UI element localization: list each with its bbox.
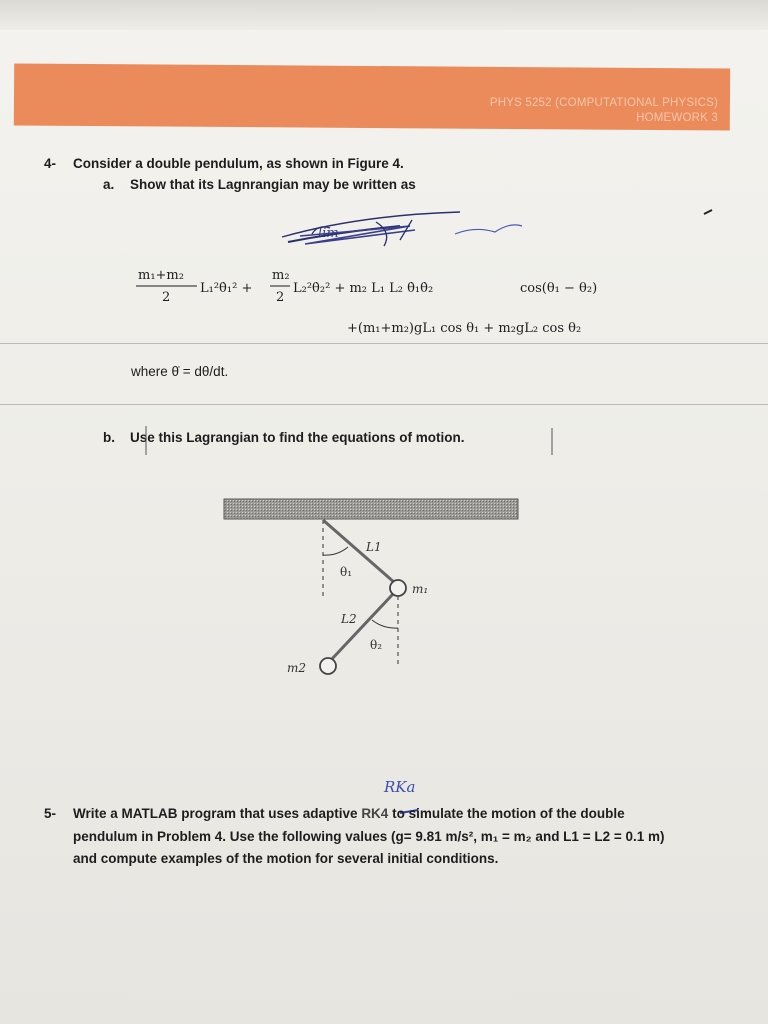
label-L1: L1	[366, 540, 382, 554]
term3-cos: cos(θ₁ − θ₂)	[520, 281, 598, 296]
mass-2	[320, 658, 336, 674]
mass-1	[390, 580, 406, 596]
problem4-statement: Consider a double pendulum, as shown in Figure 4.	[73, 156, 404, 171]
problem5-line1	[73, 806, 625, 821]
scribble-text: lim	[318, 226, 339, 241]
problem5-line3: and compute examples of the motion for several initial conditions.	[73, 851, 499, 866]
homework-number: HOMEWORK 3	[636, 112, 718, 124]
part-b-text: Use this Lagrangian to find the equations of motion.	[130, 430, 465, 445]
pendulum-ceiling	[224, 499, 518, 519]
term2-numerator: m₂	[272, 268, 290, 283]
problem5-struck-rk4: RK4	[361, 806, 389, 821]
label-theta2: θ₂	[370, 638, 383, 652]
part-a-label: a.	[103, 177, 115, 192]
equation-line2: +(m₁+m₂)gL₁ cos θ₁ + m₂gL₂ cos θ₂	[347, 321, 582, 336]
rod-1	[323, 520, 395, 583]
angle-arc-2	[372, 620, 398, 628]
term2-denominator: 2	[276, 290, 285, 305]
problem5-line1-pre: Write a MATLAB program that uses adaptive	[73, 806, 362, 821]
problem5-number: 5-	[44, 806, 57, 821]
course-title: PHYS 5252 (COMPUTATIONAL PHYSICS)	[489, 97, 718, 109]
term1-rest: L₁²θ̇₁² +	[200, 281, 253, 296]
part-b-label: b.	[103, 430, 115, 445]
term1-denominator: 2	[162, 290, 171, 305]
term1-numerator: m₁+m₂	[138, 268, 184, 283]
label-L2: L2	[341, 612, 357, 626]
problem5-line1-post: to simulate the motion of the double	[388, 806, 625, 821]
angle-arc-1	[323, 547, 348, 555]
rod-2	[331, 594, 393, 660]
handwritten-rka: RKa	[384, 778, 416, 796]
part-a-text: Show that its Lagnrangian may be written as	[130, 177, 416, 192]
label-m2: m2	[287, 661, 307, 675]
term2-rest: L₂²θ̇₂² + m₂ L₁ L₂ θ̇₁θ̇₂	[293, 281, 434, 296]
where-text: where θ̇ = dθ/dt.	[131, 364, 229, 379]
problem4-number: 4-	[44, 156, 57, 171]
label-theta1: θ₁	[340, 565, 353, 579]
label-m1: m₁	[412, 582, 429, 596]
problem5-line2: pendulum in Problem 4. Use the following values (g= 9.81 m/s², m₁ = m₂ and L1 = L2 = 0.1 m)	[73, 829, 665, 844]
scribble-marks	[282, 210, 712, 246]
